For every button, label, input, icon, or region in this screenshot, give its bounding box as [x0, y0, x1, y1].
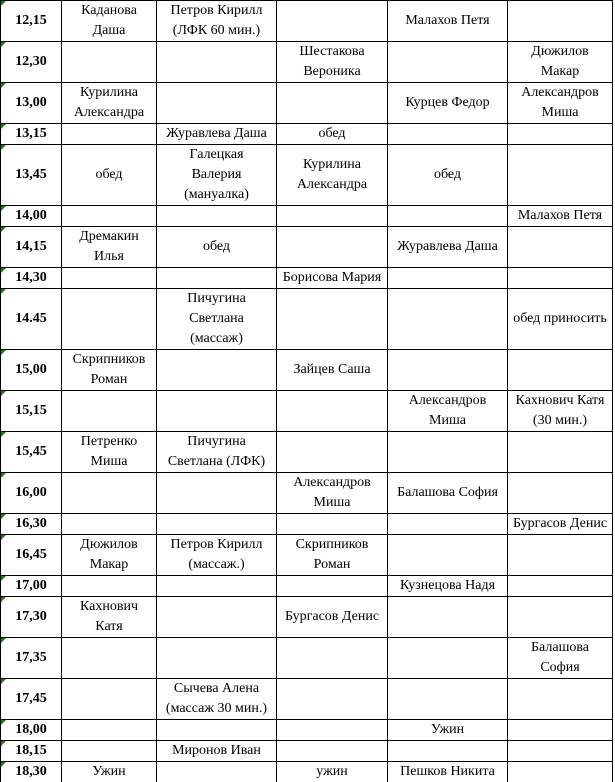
schedule-cell[interactable] [508, 535, 613, 576]
schedule-cell[interactable]: Александров Миша [388, 391, 508, 432]
schedule-row [1, 124, 613, 145]
time-cell[interactable]: 13,15 [1, 124, 62, 145]
schedule-cell[interactable]: Миронов Иван [157, 741, 277, 762]
schedule-cell[interactable] [277, 206, 388, 227]
schedule-cell[interactable] [388, 289, 508, 350]
schedule-cell[interactable]: Дюжилов Макар [62, 535, 157, 576]
time-cell[interactable]: 17,45 [1, 679, 62, 720]
schedule-cell[interactable]: обед [277, 124, 388, 145]
time-cell[interactable]: 14,15 [1, 227, 62, 268]
time-cell[interactable]: 15,45 [1, 432, 62, 473]
schedule-cell[interactable] [62, 391, 157, 432]
schedule-cell[interactable] [277, 720, 388, 741]
schedule-row [1, 391, 613, 432]
time-cell[interactable]: 17,35 [1, 638, 62, 679]
schedule-cell[interactable] [508, 576, 613, 597]
schedule-row [1, 473, 613, 514]
schedule-cell[interactable] [62, 576, 157, 597]
schedule-row [1, 145, 613, 206]
schedule-row [1, 741, 613, 762]
time-cell[interactable]: 15,00 [1, 350, 62, 391]
schedule-cell[interactable] [62, 289, 157, 350]
schedule-cell[interactable]: Кахнович Катя (30 мин.) [508, 391, 613, 432]
schedule-cell[interactable] [157, 720, 277, 741]
schedule-cell[interactable] [62, 720, 157, 741]
schedule-cell[interactable] [277, 576, 388, 597]
time-cell[interactable]: 12,30 [1, 42, 62, 83]
schedule-row [1, 679, 613, 720]
schedule-row [1, 227, 613, 268]
schedule-body [1, 1, 613, 782]
schedule-cell[interactable] [157, 597, 277, 638]
schedule-cell[interactable]: Каданова Даша [62, 1, 157, 42]
schedule-cell[interactable] [62, 679, 157, 720]
schedule-cell[interactable] [508, 268, 613, 289]
schedule-cell[interactable]: Бургасов Денис [508, 514, 613, 535]
schedule-cell[interactable] [388, 124, 508, 145]
time-cell[interactable]: 17,00 [1, 576, 62, 597]
schedule-cell[interactable] [62, 206, 157, 227]
schedule-cell[interactable] [62, 638, 157, 679]
schedule-cell[interactable]: Кахнович Катя [62, 597, 157, 638]
time-cell[interactable]: 15,15 [1, 391, 62, 432]
schedule-cell[interactable]: Шестакова Вероника [277, 42, 388, 83]
schedule-cell[interactable] [508, 432, 613, 473]
schedule-cell[interactable] [508, 720, 613, 741]
schedule-cell[interactable]: Сычева Алена (массаж 30 мин.) [157, 679, 277, 720]
schedule-cell[interactable] [508, 145, 613, 206]
schedule-cell[interactable] [157, 206, 277, 227]
schedule-cell[interactable]: Малахов Петя [388, 1, 508, 42]
schedule-cell[interactable]: Петров Кирилл (ЛФК 60 мин.) [157, 1, 277, 42]
schedule-cell[interactable]: Кузнецова Надя [388, 576, 508, 597]
schedule-row [1, 432, 613, 473]
schedule-cell[interactable]: Ужин [388, 720, 508, 741]
schedule-cell[interactable] [388, 432, 508, 473]
schedule-cell[interactable] [277, 391, 388, 432]
schedule-cell[interactable] [508, 350, 613, 391]
schedule-cell[interactable] [508, 762, 613, 782]
schedule-cell[interactable] [508, 124, 613, 145]
schedule-cell[interactable] [508, 227, 613, 268]
schedule-cell[interactable]: Александров Миша [277, 473, 388, 514]
schedule-cell[interactable]: обед приносить [508, 289, 613, 350]
time-cell[interactable]: 14.45 [1, 289, 62, 350]
schedule-cell[interactable] [388, 638, 508, 679]
schedule-cell[interactable]: Борисова Мария [277, 268, 388, 289]
schedule-cell[interactable]: Журавлева Даша [388, 227, 508, 268]
schedule-cell[interactable] [62, 42, 157, 83]
time-cell[interactable]: 13,00 [1, 83, 62, 124]
schedule-cell[interactable] [62, 124, 157, 145]
schedule-cell[interactable]: Ужин [62, 762, 157, 782]
schedule-row [1, 597, 613, 638]
schedule-cell[interactable] [388, 42, 508, 83]
time-cell[interactable]: 12,15 [1, 1, 62, 42]
schedule-cell[interactable] [157, 762, 277, 782]
schedule-row [1, 289, 613, 350]
schedule-cell[interactable] [508, 1, 613, 42]
schedule-cell[interactable]: Бургасов Денис [277, 597, 388, 638]
schedule-cell[interactable] [388, 535, 508, 576]
schedule-cell[interactable] [277, 289, 388, 350]
schedule-cell[interactable]: Пичугина Светлана (ЛФК) [157, 432, 277, 473]
schedule-row [1, 1, 613, 42]
schedule-cell[interactable]: Дремакин Илья [62, 227, 157, 268]
time-cell[interactable]: 14,30 [1, 268, 62, 289]
schedule-cell[interactable] [157, 83, 277, 124]
schedule-cell[interactable] [277, 1, 388, 42]
schedule-row [1, 720, 613, 741]
time-cell[interactable]: 17,30 [1, 597, 62, 638]
schedule-cell[interactable]: Курилина Александра [62, 83, 157, 124]
schedule-cell[interactable] [508, 597, 613, 638]
schedule-row [1, 535, 613, 576]
schedule-cell[interactable] [277, 514, 388, 535]
schedule-cell[interactable]: Александров Миша [508, 83, 613, 124]
schedule-cell[interactable] [388, 679, 508, 720]
schedule-cell[interactable]: Журавлева Даша [157, 124, 277, 145]
time-cell[interactable]: 16,45 [1, 535, 62, 576]
schedule-cell[interactable] [508, 473, 613, 514]
schedule-cell[interactable] [157, 391, 277, 432]
schedule-cell[interactable]: обед [157, 227, 277, 268]
schedule-cell[interactable] [388, 597, 508, 638]
schedule-row [1, 268, 613, 289]
schedule-cell[interactable]: Петренко Миша [62, 432, 157, 473]
schedule-cell[interactable]: обед [62, 145, 157, 206]
schedule-cell[interactable]: обед [388, 145, 508, 206]
schedule-cell[interactable] [157, 42, 277, 83]
schedule-cell[interactable]: Зайцев Саша [277, 350, 388, 391]
schedule-cell[interactable] [62, 741, 157, 762]
schedule-cell[interactable] [508, 679, 613, 720]
schedule-row [1, 42, 613, 83]
schedule-cell[interactable]: Галецкая Валерия (мануалка) [157, 145, 277, 206]
schedule-cell[interactable]: Малахов Петя [508, 206, 613, 227]
schedule-cell[interactable]: Балашова София [388, 473, 508, 514]
schedule-cell[interactable]: ужин [277, 762, 388, 782]
schedule-cell[interactable]: Скрипников Роман [62, 350, 157, 391]
schedule-cell[interactable]: Петров Кирилл (массаж.) [157, 535, 277, 576]
schedule-cell[interactable]: Курилина Александра [277, 145, 388, 206]
time-cell[interactable]: 13,45 [1, 145, 62, 206]
schedule-row [1, 83, 613, 124]
schedule-row [1, 576, 613, 597]
schedule-cell[interactable]: Пичугина Светлана (массаж) [157, 289, 277, 350]
schedule-cell[interactable] [157, 473, 277, 514]
schedule-row [1, 514, 613, 535]
schedule-row [1, 638, 613, 679]
schedule-cell[interactable] [388, 514, 508, 535]
schedule-cell[interactable] [508, 741, 613, 762]
time-cell[interactable]: 18,30 [1, 762, 62, 782]
schedule-row [1, 762, 613, 782]
schedule-cell[interactable]: Курцев Федор [388, 83, 508, 124]
schedule-cell[interactable]: Дюжилов Макар [508, 42, 613, 83]
time-cell[interactable]: 16,30 [1, 514, 62, 535]
schedule-cell[interactable] [388, 206, 508, 227]
schedule-cell[interactable] [277, 432, 388, 473]
time-cell[interactable]: 18,00 [1, 720, 62, 741]
schedule-cell[interactable] [157, 350, 277, 391]
schedule-cell[interactable] [388, 350, 508, 391]
schedule-cell[interactable]: Балашова София [508, 638, 613, 679]
schedule-cell[interactable]: Скрипников Роман [277, 535, 388, 576]
schedule-cell[interactable] [388, 268, 508, 289]
schedule-cell[interactable] [157, 268, 277, 289]
schedule-cell[interactable] [157, 638, 277, 679]
schedule-cell[interactable] [277, 741, 388, 762]
schedule-cell[interactable] [388, 741, 508, 762]
schedule-cell[interactable] [62, 514, 157, 535]
schedule-cell[interactable] [277, 83, 388, 124]
schedule-row [1, 350, 613, 391]
time-cell[interactable]: 14,00 [1, 206, 62, 227]
schedule-cell[interactable]: Пешков Никита [388, 762, 508, 782]
schedule-row [1, 206, 613, 227]
schedule-cell[interactable] [62, 268, 157, 289]
schedule-cell[interactable] [277, 227, 388, 268]
schedule-cell[interactable] [157, 576, 277, 597]
time-cell[interactable]: 16,00 [1, 473, 62, 514]
schedule-cell[interactable] [277, 638, 388, 679]
schedule-cell[interactable] [277, 679, 388, 720]
schedule-cell[interactable] [62, 473, 157, 514]
time-cell[interactable]: 18,15 [1, 741, 62, 762]
schedule-cell[interactable] [157, 514, 277, 535]
